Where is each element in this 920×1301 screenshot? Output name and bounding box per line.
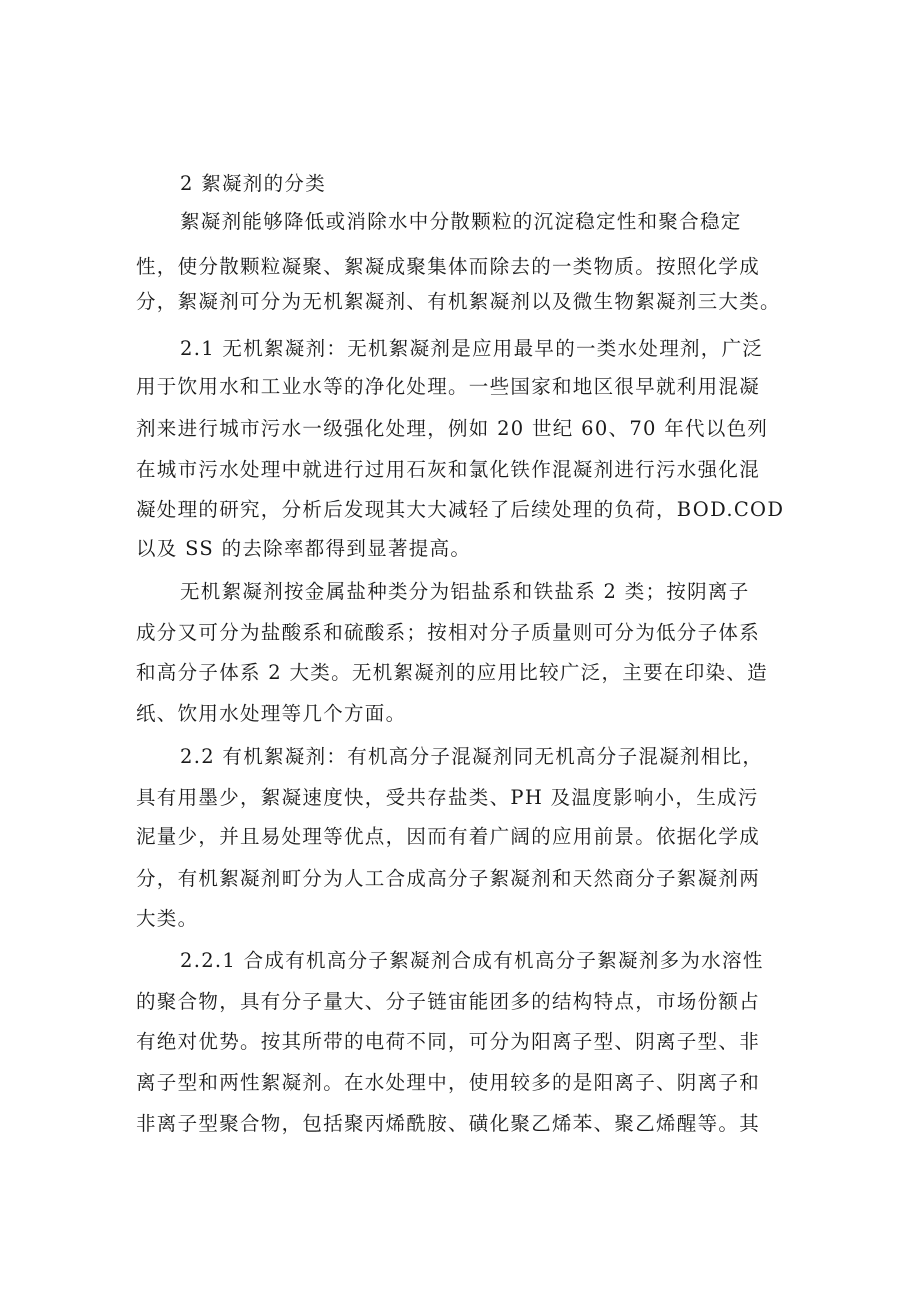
paragraph-line: 性，使分散颗粒凝聚、絮凝成聚集体而除去的一类物质。按照化学成 (136, 255, 761, 278)
paragraph-line: 分，絮凝剂可分为无机絮凝剂、有机絮凝剂以及微生物絮凝剂三大类。 (136, 290, 781, 313)
paragraph-line: 用于饮用水和工业水等的净化处理。一些国家和地区很早就利用混凝 (136, 375, 761, 398)
paragraph-line: 离子型和两性絮凝剂。在水处理中，使用较多的是阳离子、阴离子和 (136, 1071, 761, 1094)
paragraph-line: 和高分子体系 2 大类。无机絮凝剂的应用比较广泛，主要在印染、造 (136, 661, 768, 684)
paragraph-line: 以及 SS 的去除率都得到显著提高。 (136, 537, 472, 560)
paragraph-line: 絮凝剂能够降低或消除水中分散颗粒的沉淀稳定性和聚合稳定 (180, 210, 742, 233)
paragraph-line: 在城市污水处理中就进行过用石灰和氯化铁作混凝剂进行污水强化混 (136, 458, 761, 481)
paragraph-line: 泥量少，并且易处理等优点，因而有着广阔的应用前景。依据化学成 (136, 825, 761, 848)
paragraph-line: 具有用墨少，絮凝速度快，受共存盐类、PH 及温度影响小，生成污 (136, 786, 759, 809)
section-heading: 2 絮凝剂的分类 (180, 172, 327, 195)
paragraph-line: 有绝对优势。按其所带的电荷不同，可分为阳离子型、阴离子型、非 (136, 1030, 761, 1053)
paragraph-line: 分，有机絮凝剂町分为人工合成高分子絮凝剂和天然商分子絮凝剂两 (136, 867, 761, 890)
paragraph-line: 纸、饮用水处理等几个方面。 (136, 702, 407, 725)
paragraph-line: 2.1 无机絮凝剂：无机絮凝剂是应用最早的一类水处理剂，广泛 (180, 337, 764, 360)
paragraph-line: 凝处理的研究，分析后发现其大大减轻了后续处理的负荷，BOD.COD (136, 498, 785, 521)
paragraph-line: 2.2.1 合成有机高分子絮凝剂合成有机高分子絮凝剂多为水溶性 (180, 949, 764, 972)
paragraph-line: 非离子型聚合物，包括聚丙烯酰胺、磺化聚乙烯苯、聚乙烯醒等。其 (136, 1112, 761, 1135)
paragraph-line: 成分又可分为盐酸系和硫酸系；按相对分子质量则可分为低分子体系 (136, 621, 761, 644)
paragraph-line: 大类。 (136, 907, 199, 930)
paragraph-line: 无机絮凝剂按金属盐种类分为铝盐系和铁盐系 2 类；按阴离子 (180, 580, 750, 603)
paragraph-line: 的聚合物，具有分子量大、分子链宙能团多的结构特点，市场份额占 (136, 990, 761, 1013)
paragraph-line: 2.2 有机絮凝剂：有机高分子混凝剂同无机高分子混凝剂相比， (180, 745, 764, 768)
paragraph-line: 剂来进行城市污水一级强化处理，例如 20 世纪 60、70 年代以色列 (136, 417, 769, 440)
